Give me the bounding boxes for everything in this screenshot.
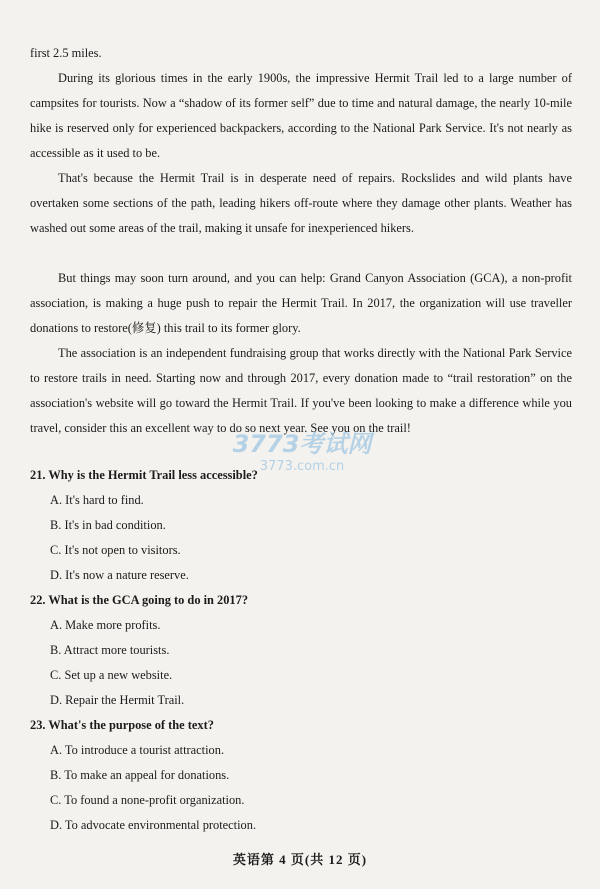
question-21-option-b: B. It's in bad condition. — [50, 518, 166, 532]
question-21-option-c: C. It's not open to visitors. — [50, 543, 181, 557]
svg-text:3773.com.cn: 3773.com.cn — [259, 459, 345, 474]
question-23-option-b: B. To make an appeal for donations. — [50, 768, 230, 782]
passage-line-continued: first 2.5 miles. — [30, 46, 102, 60]
question-23: 23. What's the purpose of the text? — [30, 718, 214, 732]
question-22-option-c: C. Set up a new website. — [50, 668, 173, 682]
question-22-option-d: D. Repair the Hermit Trail. — [50, 693, 185, 707]
question-22: 22. What is the GCA going to do in 2017? — [30, 593, 249, 607]
svg-text:3773考试网: 3773考试网 — [232, 430, 372, 458]
question-23-option-d: D. To advocate environmental protection. — [50, 818, 257, 832]
question-23-option-c: C. To found a none-profit organization. — [50, 793, 245, 807]
question-21-option-d: D. It's now a nature reserve. — [50, 568, 189, 582]
passage-paragraph-2: That's because the Hermit Trail is in desperate need of repairs. Rockslides and wild plants have overtaken some sections of the path, leading hikers off-route where they damage other plants. Weather has washed out some areas of the trail, making it unsafe for inexperienced hikers. — [30, 171, 572, 235]
question-21-option-a: A. It's hard to find. — [50, 493, 144, 507]
passage-paragraph-4: The association is an independent fundraising group that works directly with the National Park Service to restore trails in need. Starting now and through 2017, every donation made to “trail restoration” on the association's website will go toward the Hermit Trail. If you've been looking to make a difference while you travel, consider this an excellent way to do so next year. See you on the trail! — [30, 346, 572, 435]
passage-paragraph-3: But things may soon turn around, and you can help: Grand Canyon Association (GCA), a non-profit association, is making a huge push to repair the Hermit Trail. In 2017, the organization will use traveller donations to restore(修复) this trail to its former glory. — [30, 271, 572, 335]
passage-paragraph-1: During its glorious times in the early 1900s, the impressive Hermit Trail led to a large number of campsites for tourists. Now a “shadow of its former self” due to time and natural damage, the nearly 10-mile hike is reserved only for experienced backpackers, according to the National Park Service. It's not nearly as accessible as it used to be. — [30, 71, 572, 160]
question-23-option-a: A. To introduce a tourist attraction. — [50, 743, 225, 757]
page-footer: 英语第 4 页(共 12 页) — [232, 852, 368, 867]
question-22-option-b: B. Attract more tourists. — [50, 643, 170, 657]
question-21: 21. Why is the Hermit Trail less accessible? — [30, 468, 258, 482]
question-22-option-a: A. Make more profits. — [50, 618, 161, 632]
